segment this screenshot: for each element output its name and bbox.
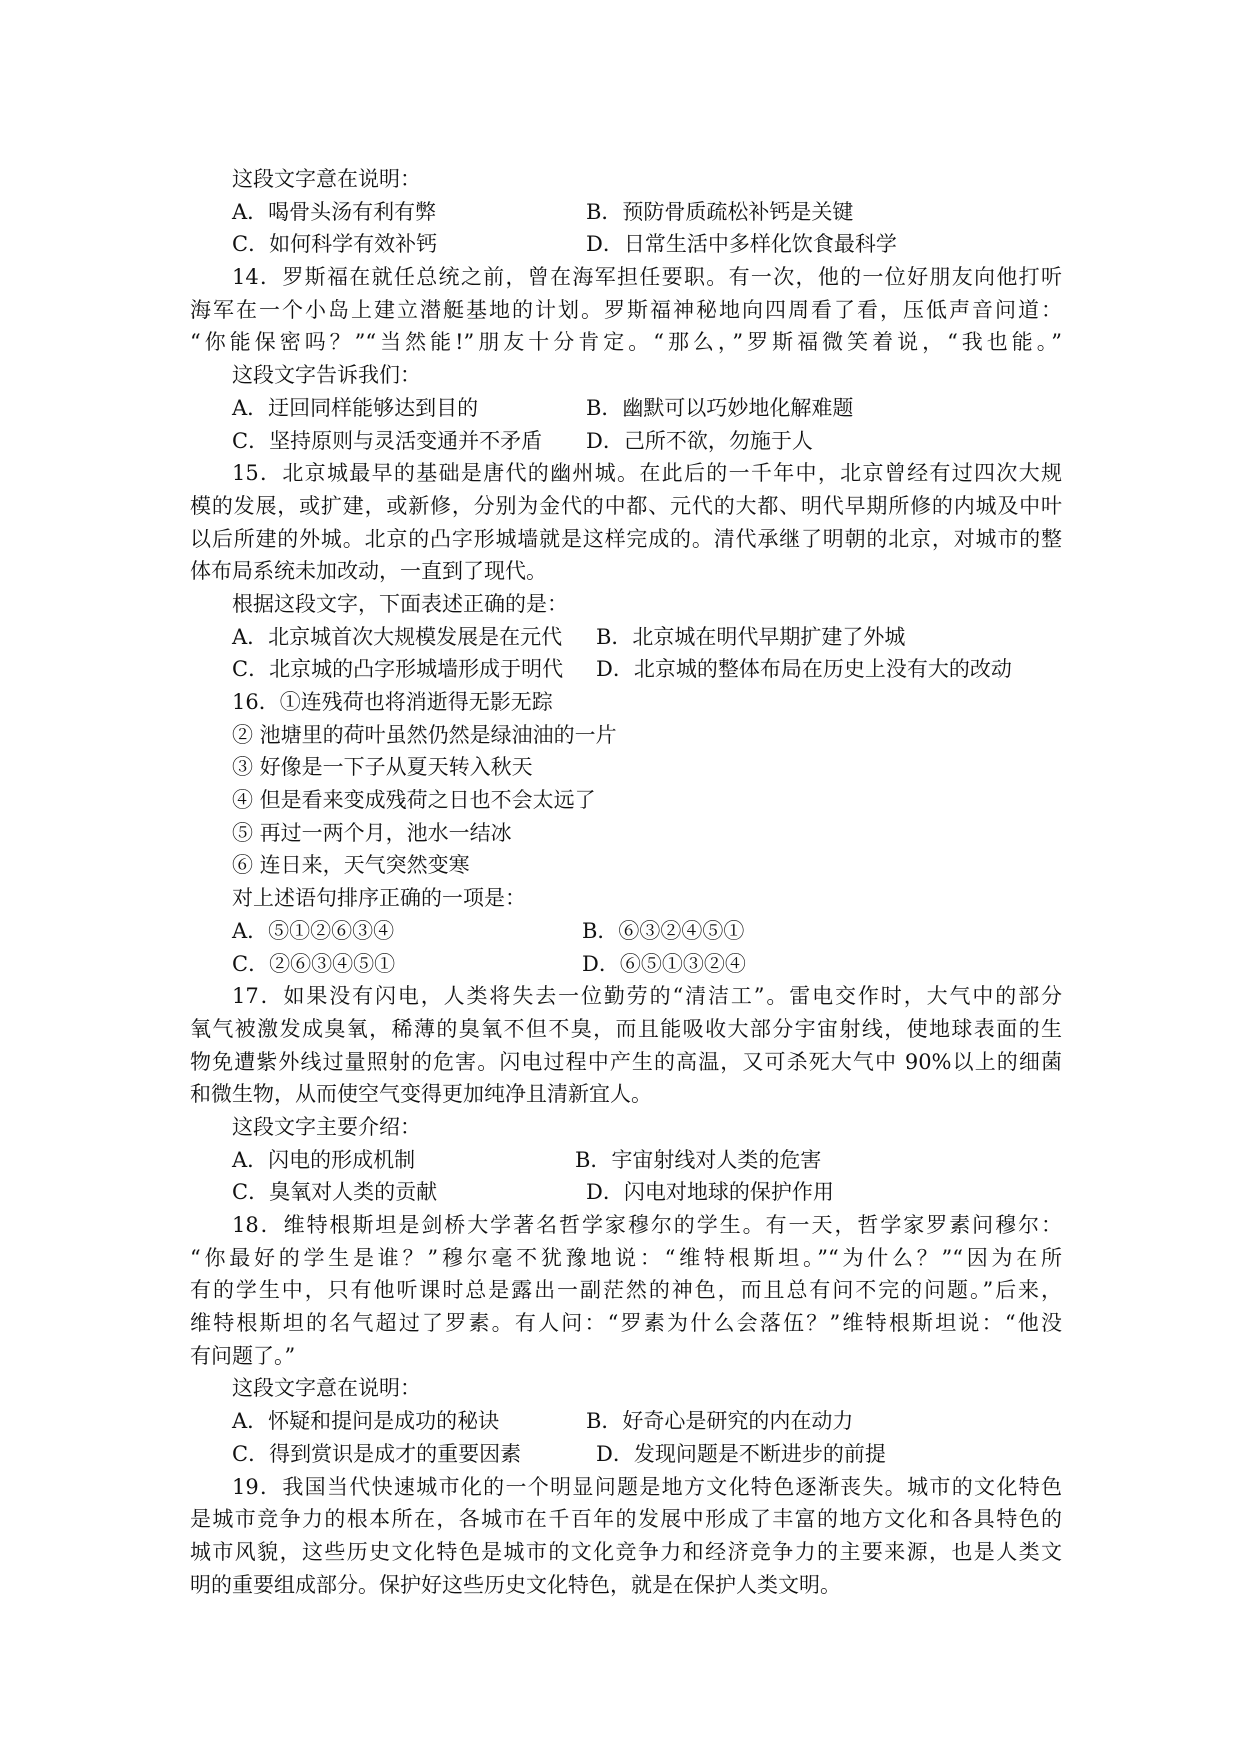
q13-prompt: 这段文字意在说明： [232,167,421,191]
q14-text-line: 海军在一个小岛上建立潜艇基地的计划。罗斯福神秘地向四周看了看，压低声音问道： [190,297,1062,322]
q13-options-row-2 [190,228,1062,261]
q15-option-a: A．北京城首次大规模发展是在元代 [232,624,563,649]
q16-sentence: ② 池塘里的荷叶虽然仍然是绿油油的一片 [232,722,617,747]
page-content [190,163,1062,1601]
q19-text-line: 城市风貌，这些历史文化特色是城市的文化竞争力和经济竞争力的主要来源，也是人类文 [190,1539,1062,1564]
q17-text-line: 和微生物，从而使空气变得更加纯净且清新宜人。 [190,1082,652,1107]
q15-option-c: C．北京城的凸字形城墙形成于明代 [232,657,564,682]
q17-text-line: 物免遭紫外线过量照射的危害。闪电过程中产生的高温，又可杀死大气中 90%以上的细菌 [190,1049,1062,1074]
q19-text-line: 是城市竞争力的根本所在，各城市在千百年的发展中形成了丰富的地方文化和各具特色的 [190,1507,1062,1532]
q18-options-row-2 [190,1438,1062,1471]
q17-options-row-1 [190,1144,1062,1177]
q17-options-row-2 [190,1176,1062,1209]
q14-options-row-1 [190,392,1062,425]
q15-option-b: B．北京城在明代早期扩建了外城 [596,624,906,649]
q16-option-c: C．②⑥③④⑤① [232,951,396,976]
q15-text-line: 以后所建的外城。北京的凸字形城墙就是这样完成的。清代承继了明朝的北京，对城市的整 [190,526,1062,551]
q17-option-b: B．宇宙射线对人类的危害 [575,1147,822,1172]
q18-option-a: A．怀疑和提问是成功的秘诀 [232,1409,500,1434]
q19-text-line: 明的重要组成部分。保护好这些历史文化特色，就是在保护人类文明。 [190,1572,841,1597]
q18-prompt: 这段文字意在说明： [232,1376,421,1401]
q18-text-line: 有问题了。” [190,1343,296,1368]
q15-options-row-1 [190,621,1062,654]
q14-option-b: B．幽默可以巧妙地化解难题 [586,395,854,420]
q18-option-c: C．得到赏识是成才的重要因素 [232,1441,522,1466]
q18-text-line: 有的学生中，只有他听课时总是露出一副茫然的神色，而且总有问不完的问题。”后来， [190,1278,1062,1303]
q18-option-d: D．发现问题是不断进步的前提 [596,1441,886,1466]
q17-text-line: 17．如果没有闪电，人类将失去一位勤劳的“清洁工”。雷电交作时，大气中的部分 [232,984,1062,1009]
q14-text-line: 14．罗斯福在就任总统之前，曾在海军担任要职。有一次，他的一位好朋友向他打听 [232,265,1062,290]
q15-text-line: 15．北京城最早的基础是唐代的幽州城。在此后的一千年中，北京曾经有过四次大规 [232,461,1062,486]
q16-sentence: ③ 好像是一下子从夏天转入秋天 [232,755,533,780]
q16-options-row-1 [190,915,1062,948]
q16-sentence: ④ 但是看来变成残荷之日也不会太远了 [232,788,596,813]
q14-options-row-2 [190,425,1062,458]
q17-option-c: C．臭氧对人类的贡献 [232,1180,438,1205]
q14-option-c: C．坚持原则与灵活变通并不矛盾 [232,428,543,453]
q17-prompt: 这段文字主要介绍： [232,1114,421,1139]
q16-sentence: ⑥ 连日来，天气突然变寒 [232,853,470,878]
q18-options-row-1 [190,1405,1062,1438]
q14-option-d: D．己所不欲，勿施于人 [586,428,813,453]
q13-option-c: C．如何科学有效补钙 [232,232,438,257]
q13-option-b: B．预防骨质疏松补钙是关键 [586,199,854,224]
q17-option-a: A．闪电的形成机制 [232,1147,416,1172]
q15-prompt: 根据这段文字，下面表述正确的是： [232,591,568,616]
q15-options-row-2 [190,653,1062,686]
q13-options-row-1 [190,196,1062,229]
q18-text-line: “你最好的学生是谁？”穆尔毫不犹豫地说：“维特根斯坦。”“为什么？”“因为在所 [190,1245,1062,1270]
q16-option-a: A．⑤①②⑥③④ [232,918,395,943]
q15-text-line: 体布局系统未加改动，一直到了现代。 [190,559,547,584]
q16-option-b: B．⑥③②④⑤① [582,918,745,943]
q14-text-line: “你能保密吗？”“当然能!”朋友十分肯定。“那么，”罗斯福微笑着说，“我也能。” [190,330,1062,355]
q18-option-b: B．好奇心是研究的内在动力 [586,1409,854,1434]
q16-sentence: 16．①连残荷也将消逝得无影无踪 [232,690,553,714]
q18-text-line: 18．维特根斯坦是剑桥大学著名哲学家穆尔的学生。有一天，哲学家罗素问穆尔： [232,1213,1062,1237]
q19-text-line: 19．我国当代快速城市化的一个明显问题是地方文化特色逐渐丧失。城市的文化特色 [232,1474,1062,1499]
q14-option-a: A．迂回同样能够达到目的 [232,395,479,420]
q14-prompt: 这段文字告诉我们： [232,363,421,388]
q18-text-line: 维特根斯坦的名气超过了罗素。有人问：“罗素为什么会落伍？”维特根斯坦说：“他没 [190,1311,1062,1336]
q17-text-line: 氧气被激发成臭氧，稀薄的臭氧不但不臭，而且能吸收大部分宇宙射线，使地球表面的生 [190,1016,1062,1041]
q16-options-row-2 [190,948,1062,981]
q13-option-d: D．日常生活中多样化饮食最科学 [586,232,897,257]
q16-prompt: 对上述语句排序正确的一项是： [232,886,526,911]
q15-option-d: D．北京城的整体布局在历史上没有大的改动 [596,657,1012,682]
q16-sentence: ⑤ 再过一两个月，池水一结冰 [232,820,512,845]
q15-text-line: 模的发展，或扩建，或新修，分别为金代的中都、元代的大都、明代早期所修的内城及中叶 [190,493,1062,518]
q16-option-d: D．⑥⑤①③②④ [582,951,746,976]
q13-option-a: A．喝骨头汤有利有弊 [232,199,437,224]
q17-option-d: D．闪电对地球的保护作用 [586,1180,834,1205]
